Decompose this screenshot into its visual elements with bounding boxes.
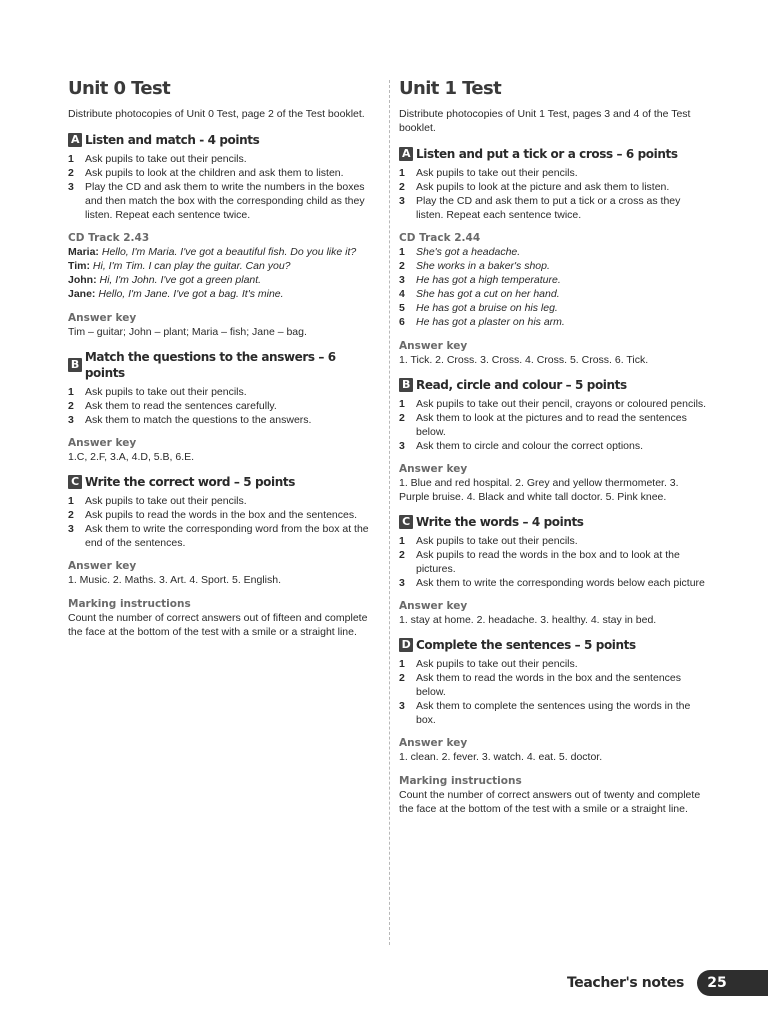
page-number: 25	[707, 975, 727, 991]
section-letter-b-icon: B	[399, 378, 413, 392]
section-heading-text: Complete the sentences – 5 points	[416, 638, 636, 652]
transcript-line: Tim: Hi, I'm Tim. I can play the guitar. Can you?	[68, 260, 291, 272]
unit-1-section-d-steps	[399, 657, 709, 727]
cd-track-transcript	[68, 245, 376, 301]
unit-1-intro: Distribute photocopies of Unit 1 Test, pages 3 and 4 of the Test booklet.	[399, 108, 691, 134]
unit-1-section-d-heading	[399, 637, 709, 653]
list-item: 2 Ask pupils to look at the children and ask them to listen.	[68, 167, 344, 179]
cd-track-label: CD Track 2.43	[68, 232, 150, 244]
answer-key-text: 1. Music. 2. Maths. 3. Art. 4. Sport. 5. English.	[68, 574, 282, 586]
answer-key-label: Answer key	[399, 463, 468, 475]
unit-1-column	[399, 78, 709, 826]
footer-teachers-notes: Teacher's notes	[567, 975, 684, 991]
column-divider	[389, 80, 390, 945]
transcript-line: John: Hi, I'm John. I've got a green plant.	[68, 274, 262, 286]
answer-key-text: Tim – guitar; John – plant; Maria – fish; Jane – bag.	[68, 326, 307, 338]
section-heading-text: Read, circle and colour – 5 points	[416, 378, 627, 392]
list-item: 1 Ask pupils to take out their pencils.	[399, 535, 578, 547]
unit-0-section-a-heading	[68, 132, 376, 148]
section-letter-a-icon: A	[399, 147, 413, 161]
list-item: 2 Ask pupils to read the words in the box and the sentences.	[68, 509, 358, 521]
list-item: 2 Ask them to read the sentences carefully.	[68, 400, 277, 412]
cd-track-label: CD Track 2.44	[399, 232, 481, 244]
list-item: 3 Play the CD and ask them to put a tick or a cross as they listen. Repeat each sentence twice.	[399, 195, 681, 221]
list-item: 3 Ask them to circle and colour the correct options.	[399, 440, 644, 452]
list-item: 1 Ask pupils to take out their pencils.	[68, 386, 247, 398]
section-letter-d-icon: D	[399, 638, 413, 652]
list-item: 3 Ask them to match the questions to the answers.	[68, 414, 312, 426]
unit-0-section-c-steps	[68, 494, 376, 550]
section-heading-text: Write the words – 4 points	[416, 515, 584, 529]
list-item: 3 He has got a high temperature.	[399, 274, 561, 286]
marking-instructions-text: Count the number of correct answers out of fifteen and complete the face at the bottom of the test with a smile or a straight line.	[68, 612, 368, 638]
unit-1-section-b-heading	[399, 377, 709, 393]
transcript-line: Maria: Hello, I'm Maria. I've got a beautiful fish. Do you like it?	[68, 246, 357, 258]
answer-key-label: Answer key	[399, 600, 468, 612]
unit-1-title: Unit 1 Test	[399, 78, 502, 99]
unit-1-section-c-steps	[399, 534, 709, 590]
section-heading-text: Listen and put a tick or a cross – 6 points	[416, 147, 678, 161]
answer-key-text: 1. Blue and red hospital. 2. Grey and yellow thermometer. 3. Purple bruise. 4. Black and white tall doctor. 5. Pink knee.	[399, 477, 679, 503]
list-item: 5 He has got a bruise on his leg.	[399, 302, 558, 314]
list-item: 2 Ask them to read the words in the box and the sentences below.	[399, 672, 681, 698]
answer-key-label: Answer key	[68, 312, 137, 324]
answer-key-label: Answer key	[68, 437, 137, 449]
cd-track-sentences	[399, 245, 709, 329]
marking-instructions-label: Marking instructions	[399, 775, 522, 787]
answer-key-label: Answer key	[68, 560, 137, 572]
list-item: 4 She has got a cut on her hand.	[399, 288, 560, 300]
section-letter-a-icon: A	[68, 133, 82, 147]
list-item: 1 Ask pupils to take out their pencils.	[68, 153, 247, 165]
unit-1-section-a-heading	[399, 146, 709, 162]
section-letter-c-icon: C	[68, 475, 82, 489]
section-letter-b-icon: B	[68, 358, 82, 372]
answer-key-label: Answer key	[399, 737, 468, 749]
list-item: 2 She works in a baker's shop.	[399, 260, 550, 272]
unit-1-section-b-steps	[399, 397, 709, 453]
section-heading-text: Write the correct word – 5 points	[85, 475, 295, 489]
unit-0-title: Unit 0 Test	[68, 78, 171, 99]
marking-instructions-text: Count the number of correct answers out of twenty and complete the face at the bottom of the test with a smile or a straight line.	[399, 789, 701, 815]
answer-key-text: 1. Tick. 2. Cross. 3. Cross. 4. Cross. 5. Cross. 6. Tick.	[399, 354, 649, 366]
list-item: 1 Ask pupils to take out their pencils.	[399, 658, 578, 670]
list-item: 1 She's got a headache.	[399, 246, 521, 258]
unit-1-section-a-steps	[399, 166, 709, 222]
answer-key-text: 1.C, 2.F, 3.A, 4.D, 5.B, 6.E.	[68, 451, 195, 463]
list-item: 3 Ask them to write the corresponding words below each picture	[399, 577, 705, 589]
list-item: 2 Ask pupils to look at the picture and ask them to listen.	[399, 181, 670, 193]
unit-0-section-a-steps	[68, 152, 376, 222]
list-item: 3 Play the CD and ask them to write the numbers in the boxes and then match the box with the corresponding child as they listen. Repeat each sentence twice.	[68, 181, 365, 221]
marking-instructions-label: Marking instructions	[68, 598, 191, 610]
list-item: 6 He has got a plaster on his arm.	[399, 316, 565, 328]
list-item: 3 Ask them to complete the sentences using the words in the box.	[399, 700, 691, 726]
unit-0-column	[68, 78, 376, 649]
answer-key-text: 1. stay at home. 2. headache. 3. healthy. 4. stay in bed.	[399, 614, 657, 626]
unit-1-section-c-heading	[399, 514, 709, 530]
list-item: 1 Ask pupils to take out their pencil, crayons or coloured pencils.	[399, 398, 707, 410]
section-heading-text: Listen and match - 4 points	[85, 133, 260, 147]
list-item: 3 Ask them to write the corresponding word from the box at the end of the sentences.	[68, 523, 369, 549]
unit-0-intro: Distribute photocopies of Unit 0 Test, page 2 of the Test booklet.	[68, 108, 365, 120]
section-letter-c-icon: C	[399, 515, 413, 529]
list-item: 1 Ask pupils to take out their pencils.	[68, 495, 247, 507]
unit-0-section-b-steps	[68, 385, 376, 427]
unit-0-section-b-heading	[68, 349, 376, 381]
list-item: 2 Ask them to look at the pictures and to read the sentences below.	[399, 412, 687, 438]
transcript-line: Jane: Hello, I'm Jane. I've got a bag. It's mine.	[68, 288, 284, 300]
unit-0-section-c-heading	[68, 474, 376, 490]
list-item: 1 Ask pupils to take out their pencils.	[399, 167, 578, 179]
section-heading-text: Match the questions to the answers – 6 points	[84, 350, 336, 380]
answer-key-text: 1. clean. 2. fever. 3. watch. 4. eat. 5. doctor.	[399, 751, 603, 763]
page-number-tab	[697, 970, 768, 996]
list-item: 2 Ask pupils to read the words in the box and to look at the pictures.	[399, 549, 680, 575]
answer-key-label: Answer key	[399, 340, 468, 352]
